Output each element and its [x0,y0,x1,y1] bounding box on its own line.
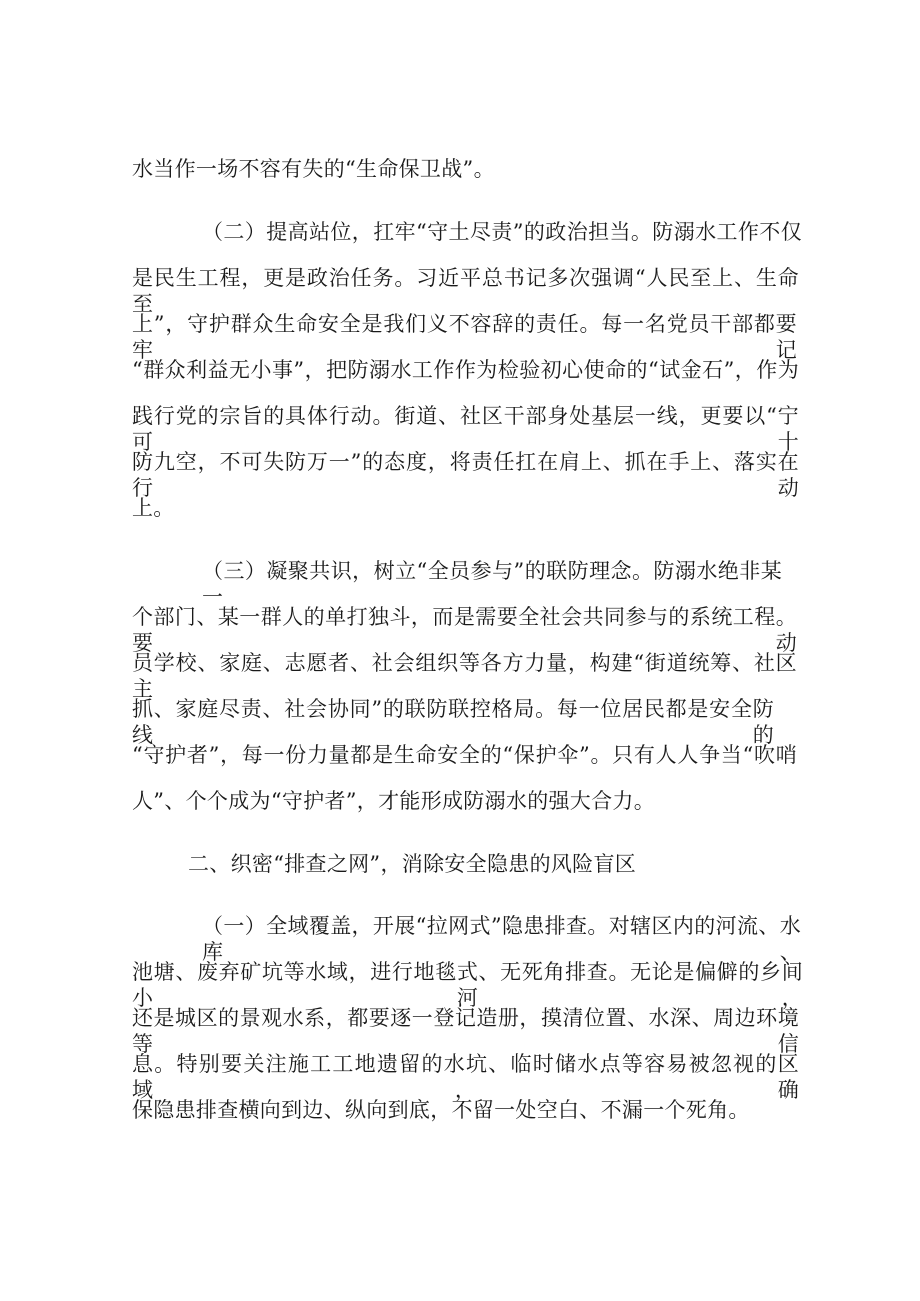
paragraph-2-line-2: 是民生工程，更是政治任务。习近平总书记多次强调“人民至上、生命至 [132,266,799,316]
paragraph-2-line-5: 践行党的宗旨的具体行动。街道、社区干部身处基层一线，更要以“宁可十 [132,404,799,454]
paragraph-3-line-5: “守护者”，每一份力量都是生命安全的“保护伞”。只有人人争当“吹哨 [132,743,797,767]
paragraph-3-line-4: 抓、家庭尽责、社会协同”的联防联控格局。每一位居民都是安全防线的 [132,697,774,747]
paragraph-3-line-1: （三）凝聚共识，树立“全员参与”的联防理念。防溺水绝非某一 [202,559,782,609]
paragraph-3-line-6: 人”、个个成为“守护者”，才能形成防溺水的强大合力。 [132,789,656,813]
paragraph-2-line-4: “群众利益无小事”，把防溺水工作作为检验初心使命的“试金石”，作为 [132,358,799,382]
paragraph-4-line-4: 息。特别要关注施工工地遗留的水坑、临时储水点等容易被忽视的区域，确 [132,1052,799,1102]
paragraph-4-line-3: 还是城区的景观水系，都要逐一登记造册，摸清位置、水深、周边环境等信 [132,1006,799,1056]
paragraph-2-line-3: 上”，守护群众生命安全是我们义不容辞的责任。每一名党员干部都要牢记 [132,312,797,362]
paragraph-2-line-6: 防九空，不可失防万一”的态度，将责任扛在肩上、抓在手上、落实在行动 [132,450,799,500]
paragraph-2-line-7: 上。 [132,496,175,520]
paragraph-4-line-2: 池塘、废弃矿坑等水域，进行地毯式、无死角排查。无论是偏僻的乡间小河， [132,960,803,1010]
paragraph-4-line-5: 保隐患排查横向到边、纵向到底，不留一处空白、不漏一个死角。 [132,1098,750,1122]
paragraph-continuation-line: 水当作一场不容有失的“生命保卫战”。 [132,157,495,181]
section-heading: 二、织密“排查之网”，消除安全隐患的风险盲区 [188,852,637,876]
paragraph-2-line-1: （二）提高站位，扛牢“守土尽责”的政治担当。防溺水工作不仅 [202,220,802,244]
paragraph-3-line-3: 员学校、家庭、志愿者、社会组织等各方力量，构建“街道统筹、社区主 [132,651,797,701]
paragraph-3-line-2: 个部门、某一群人的单打独斗，而是需要全社会共同参与的系统工程。要动 [132,605,797,655]
paragraph-4-line-1: （一）全域覆盖，开展“拉网式”隐患排查。对辖区内的河流、水库、 [202,914,801,964]
